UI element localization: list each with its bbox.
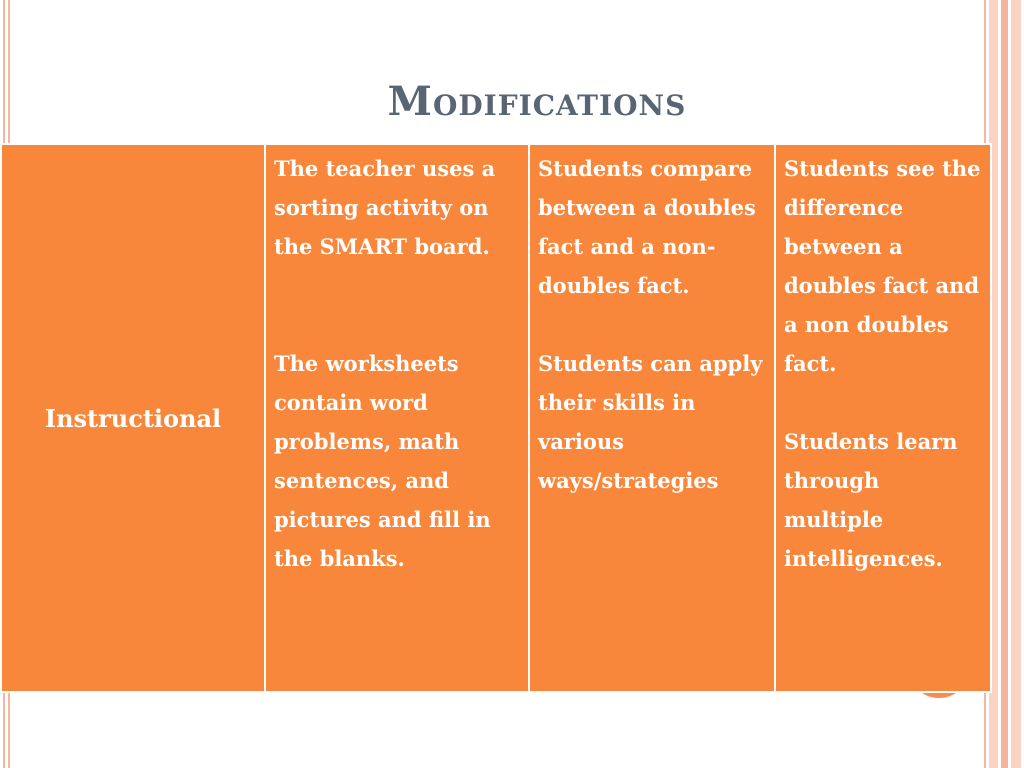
row-header-label: Instructional bbox=[44, 403, 222, 433]
cell-paragraph: Students compare between a doubles fact and a non-doubles fact. bbox=[538, 156, 756, 298]
row-header-cell bbox=[1, 144, 265, 692]
cell-paragraph: Students see the difference between a doubles fact and a non doubles fact. bbox=[784, 156, 981, 376]
cell-paragraph: Students can apply their skills in various ways/strategies bbox=[538, 351, 763, 493]
modifications-table bbox=[0, 143, 992, 693]
slide-title: Modifications bbox=[387, 78, 687, 125]
table-cell bbox=[529, 144, 775, 692]
table-cell bbox=[265, 144, 529, 692]
cell-paragraph: The worksheets contain word problems, math sentences, and pictures and fill in the blanks. bbox=[274, 351, 491, 571]
table-row bbox=[1, 144, 991, 692]
cell-paragraph: Students learn through multiple intelligences. bbox=[784, 429, 958, 571]
cell-paragraph: The teacher uses a sorting activity on the SMART board. bbox=[274, 156, 496, 259]
table-cell bbox=[775, 144, 991, 692]
